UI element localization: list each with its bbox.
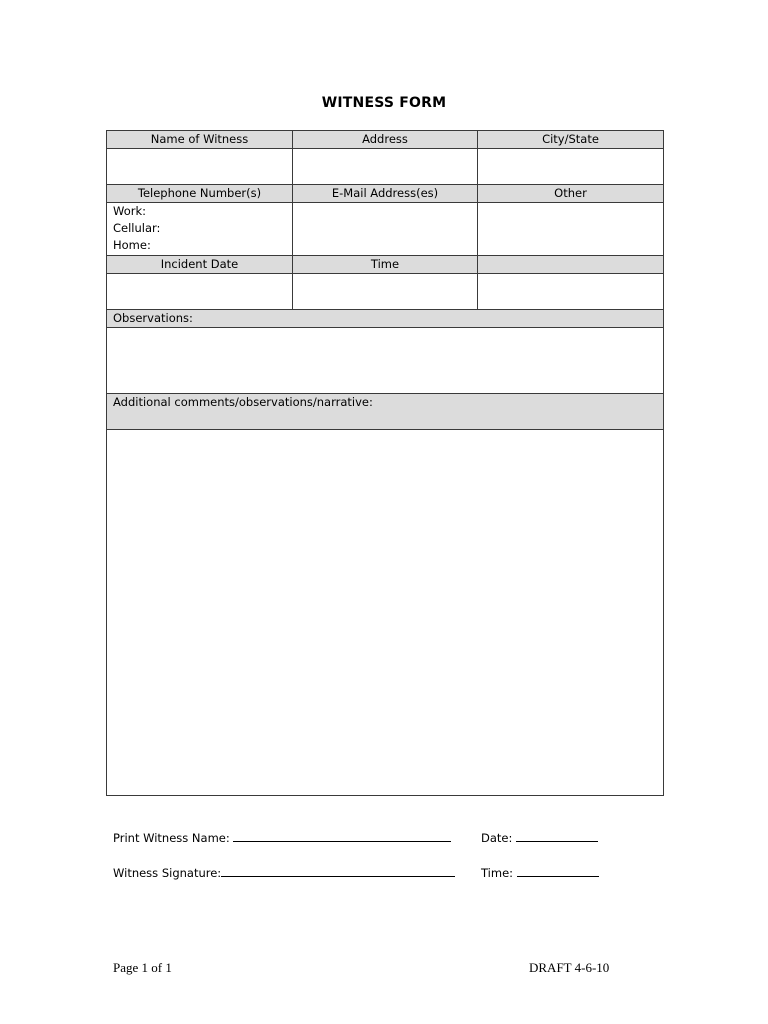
telephone-numbers-field[interactable] xyxy=(107,203,293,256)
time-field[interactable] xyxy=(293,274,478,310)
other-field[interactable] xyxy=(478,203,664,256)
witness-signature-label: Witness Signature: xyxy=(113,866,222,880)
input-row-incident xyxy=(107,274,664,310)
phone-home-label: Home: xyxy=(113,238,151,252)
draft-label: DRAFT 4-6-10 xyxy=(529,960,610,975)
time-line xyxy=(481,865,599,880)
header-row-incident xyxy=(107,256,664,274)
form-title: WITNESS FORM xyxy=(321,95,447,111)
header-city-state: City/State xyxy=(478,131,664,149)
additional-comments-field[interactable] xyxy=(107,430,664,796)
header-email-addresses: E-Mail Address(es) xyxy=(293,185,478,203)
witness-signature-line xyxy=(113,865,455,880)
header-other: Other xyxy=(478,185,664,203)
page-number: Page 1 of 1 xyxy=(113,960,172,975)
witness-form-table xyxy=(106,130,664,796)
additional-comments-label: Additional comments/observations/narrative: xyxy=(107,394,664,430)
input-row-contact xyxy=(107,203,664,256)
print-witness-name-field[interactable] xyxy=(233,830,451,842)
time-sign-field[interactable] xyxy=(517,865,599,877)
header-address: Address xyxy=(293,131,478,149)
city-state-field[interactable] xyxy=(478,149,664,185)
date-label: Date: xyxy=(481,831,513,845)
time-label: Time: xyxy=(481,866,514,880)
phone-work-label: Work: xyxy=(113,204,146,218)
print-witness-name-label: Print Witness Name: xyxy=(113,831,230,845)
date-line xyxy=(481,830,598,845)
header-telephone-numbers: Telephone Number(s) xyxy=(107,185,293,203)
incident-extra-field[interactable] xyxy=(478,274,664,310)
input-row-witness xyxy=(107,149,664,185)
print-witness-name-line xyxy=(113,830,451,845)
observations-label: Observations: xyxy=(107,310,664,328)
header-row-additional xyxy=(107,394,664,430)
date-field[interactable] xyxy=(516,830,598,842)
header-row-contact xyxy=(107,185,664,203)
header-incident-date: Incident Date xyxy=(107,256,293,274)
header-name-of-witness: Name of Witness xyxy=(107,131,293,149)
email-addresses-field[interactable] xyxy=(293,203,478,256)
incident-date-field[interactable] xyxy=(107,274,293,310)
observations-field[interactable] xyxy=(107,328,664,394)
phone-cellular-label: Cellular: xyxy=(113,221,161,235)
header-time: Time xyxy=(293,256,478,274)
additional-comments-row xyxy=(107,430,664,796)
header-row-observations xyxy=(107,310,664,328)
header-blank xyxy=(478,256,664,274)
observations-row xyxy=(107,328,664,394)
header-row-witness xyxy=(107,131,664,149)
witness-signature-field[interactable] xyxy=(221,865,455,877)
name-of-witness-field[interactable] xyxy=(107,149,293,185)
address-field[interactable] xyxy=(293,149,478,185)
